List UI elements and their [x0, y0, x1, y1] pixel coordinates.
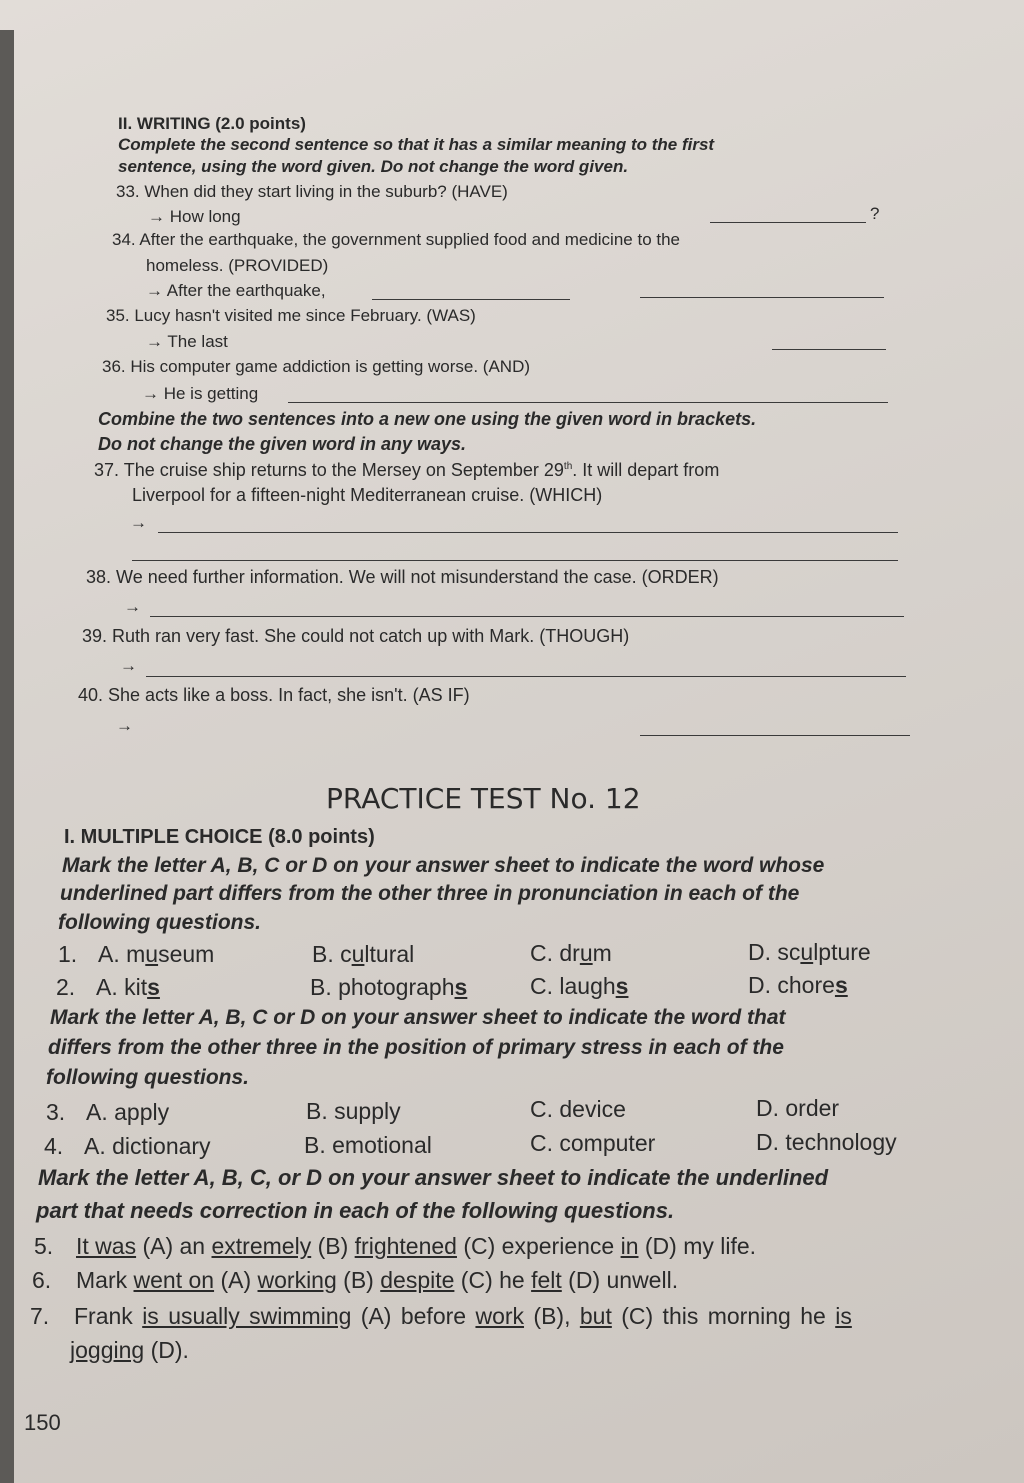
question-34-line2: homeless. (PROVIDED) — [146, 256, 329, 275]
pronunciation-instruction-line3: following questions. — [58, 911, 261, 934]
question-2-option-c[interactable]: C. laughs — [530, 973, 629, 999]
question-2-option-b[interactable]: B. photographs — [310, 974, 468, 1000]
question-7-part-a[interactable]: is usually swimming — [142, 1303, 352, 1329]
question-3-option-b[interactable]: B. supply — [306, 1098, 401, 1124]
question-7-part-d2[interactable]: jogging — [70, 1337, 145, 1363]
question-4-option-c[interactable]: C. computer — [530, 1130, 656, 1156]
question-37-line2: Liverpool for a fifteen-night Mediterranean cruise. (WHICH) — [132, 485, 603, 505]
writing-instruction-line1: Complete the second sentence so that it has a similar meaning to the first — [118, 135, 715, 154]
answer-line-35[interactable] — [772, 349, 886, 350]
question-33-end: ? — [870, 204, 880, 223]
question-7-number: 7. — [30, 1303, 50, 1329]
answer-line-37a[interactable] — [158, 532, 898, 533]
practice-test-title: PRACTICE TEST No. 12 — [326, 782, 641, 815]
question-3-number: 3. — [46, 1099, 66, 1125]
question-37-line1: 37. The cruise ship returns to the Mersey on September 29th. It will depart from — [94, 460, 720, 480]
answer-line-39[interactable] — [146, 676, 906, 677]
question-6-part-d[interactable]: felt — [531, 1267, 562, 1293]
page-edge-shadow — [0, 30, 14, 1483]
question-6-sentence: Mark went on (A) working (B) despite (C) he felt (D) unwell. — [76, 1267, 679, 1293]
answer-line-37b[interactable] — [132, 560, 898, 561]
arrow-39: → — [120, 656, 137, 675]
question-5-part-b[interactable]: extremely — [211, 1233, 312, 1259]
combine-instruction-line1: Combine the two sentences into a new one using the given word in brackets. — [98, 409, 757, 429]
question-7-sentence-line1: Frank is usually swimming (A) before work (B), but (C) this morning he is — [74, 1303, 852, 1329]
question-5-part-d[interactable]: in — [620, 1233, 639, 1259]
answer-line-34b[interactable] — [640, 297, 884, 298]
question-2-number: 2. — [56, 974, 76, 1000]
answer-line-34a[interactable] — [372, 299, 570, 300]
question-33: 33. When did they start living in the suburb? (HAVE) — [116, 182, 508, 201]
page-number: 150 — [24, 1410, 61, 1435]
question-7-part-b[interactable]: work — [475, 1303, 525, 1329]
combine-instruction-line2: Do not change the given word in any ways. — [98, 434, 467, 454]
stress-instruction-line2: differs from the other three in the position of primary stress in each of the — [48, 1036, 784, 1059]
question-4-number: 4. — [44, 1133, 64, 1159]
question-3-option-a[interactable]: A. apply — [86, 1099, 170, 1125]
pronunciation-instruction-line2: underlined part differs from the other three in pronunciation in each of the — [60, 882, 800, 905]
question-6-part-c[interactable]: despite — [380, 1267, 455, 1293]
question-38: 38. We need further information. We will not misunderstand the case. (ORDER) — [86, 567, 719, 587]
answer-line-40[interactable] — [640, 735, 910, 736]
error-instruction-line1: Mark the letter A, B, C, or D on your answer sheet to indicate the underlined — [38, 1165, 829, 1190]
multiple-choice-heading: I. MULTIPLE CHOICE (8.0 points) — [64, 826, 375, 848]
question-1-option-c[interactable]: C. drum — [530, 940, 612, 966]
question-34-prompt: → After the earthquake, — [146, 281, 326, 300]
question-1-number: 1. — [58, 941, 78, 967]
question-39: 39. Ruth ran very fast. She could not catch up with Mark. (THOUGH) — [82, 626, 630, 646]
question-6-part-b[interactable]: working — [257, 1267, 337, 1293]
question-7-sentence-line2: jogging (D). — [70, 1337, 189, 1363]
question-1-option-d[interactable]: D. sculpture — [748, 939, 871, 965]
question-6-part-a[interactable]: went on — [133, 1267, 215, 1293]
question-5-part-c[interactable]: frightened — [354, 1233, 457, 1259]
pronunciation-instruction-line1: Mark the letter A, B, C or D on your answer sheet to indicate the word whose — [62, 854, 825, 877]
question-2-option-d[interactable]: D. chores — [748, 972, 848, 998]
question-36-prompt: → He is getting — [142, 384, 259, 403]
question-7-part-c[interactable]: but — [579, 1303, 612, 1329]
question-7-part-d1[interactable]: is — [835, 1303, 852, 1329]
question-35: 35. Lucy hasn't visited me since February. (WAS) — [106, 306, 476, 325]
question-4-option-b[interactable]: B. emotional — [304, 1132, 432, 1158]
arrow-40: → — [116, 716, 133, 735]
question-34-line1: 34. After the earthquake, the government supplied food and medicine to the — [112, 230, 680, 249]
writing-instruction-line2: sentence, using the word given. Do not change the word given. — [118, 157, 629, 176]
question-1-option-b[interactable]: B. cultural — [312, 941, 415, 967]
question-4-option-d[interactable]: D. technology — [756, 1129, 897, 1155]
writing-heading: II. WRITING (2.0 points) — [118, 114, 306, 133]
question-40: 40. She acts like a boss. In fact, she isn't. (AS IF) — [78, 685, 470, 705]
answer-line-33[interactable] — [710, 222, 866, 223]
arrow-37: → — [130, 513, 147, 532]
question-35-prompt: → The last — [146, 332, 228, 351]
question-4-option-a[interactable]: A. dictionary — [84, 1133, 211, 1159]
question-3-option-d[interactable]: D. order — [756, 1095, 840, 1121]
question-5-part-a[interactable]: It was — [76, 1233, 137, 1259]
question-5-sentence: It was (A) an extremely (B) frightened (C) experience in (D) my life. — [76, 1233, 757, 1259]
stress-instruction-line1: Mark the letter A, B, C or D on your answer sheet to indicate the word that — [50, 1006, 786, 1029]
answer-line-36[interactable] — [288, 402, 888, 403]
question-3-option-c[interactable]: C. device — [530, 1096, 626, 1122]
question-33-prompt: → How long — [148, 207, 241, 226]
answer-line-38[interactable] — [150, 616, 904, 617]
question-1-option-a[interactable]: A. museum — [98, 941, 215, 967]
error-instruction-line2: part that needs correction in each of the following questions. — [36, 1198, 675, 1223]
question-36: 36. His computer game addiction is getting worse. (AND) — [102, 357, 531, 376]
stress-instruction-line3: following questions. — [46, 1066, 249, 1089]
question-2-option-a[interactable]: A. kits — [96, 974, 160, 1000]
question-5-number: 5. — [34, 1233, 54, 1259]
arrow-38: → — [124, 597, 141, 616]
question-6-number: 6. — [32, 1267, 52, 1293]
